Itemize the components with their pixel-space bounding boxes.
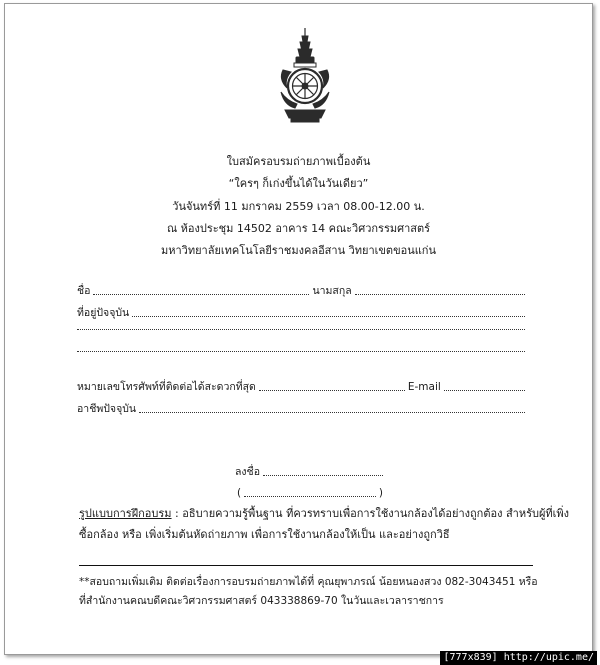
name-row — [77, 285, 525, 298]
event-datetime: วันจันทร์ที่ 11 มกราคม 2559 เวลา 08.00-12.00 น. — [172, 200, 425, 213]
form-subtitle: “ใครๆ ก็เก่งขึ้นได้ในวันเดียว” — [228, 177, 369, 190]
occupation-field[interactable] — [139, 412, 525, 413]
signature-name-field[interactable] — [244, 496, 376, 497]
signature-field[interactable] — [263, 475, 383, 476]
university-seal-logo — [277, 26, 333, 126]
occupation-row — [77, 403, 525, 416]
signature-close-paren: ) — [378, 487, 383, 499]
address-field-line-3[interactable] — [77, 351, 525, 352]
surname-label: นามสกุล — [312, 285, 352, 297]
address-row — [77, 307, 525, 320]
footer-divider — [79, 565, 533, 566]
address-row-3 — [77, 351, 525, 355]
phone-field[interactable] — [259, 390, 405, 391]
address-row-2 — [77, 329, 525, 333]
signature-label: ลงชื่อ — [235, 466, 260, 478]
training-label: รูปแบบการฝึกอบรม — [79, 507, 172, 520]
training-text-1: : อธิบายความรู้พื้นฐาน ที่ควรทราบเพื่อการใช้งานกล้องได้อย่างถูกต้อง สำหรับผู้ที่เพิ่ง — [171, 507, 570, 520]
occupation-label: อาชีพปัจจุบัน — [77, 403, 137, 415]
institution-name: มหาวิทยาลัยเทคโนโลยีราชมงคลอีสาน วิทยาเขตขอนแก่น — [161, 244, 436, 257]
surname-field[interactable] — [355, 294, 525, 295]
name-label: ชื่อ — [77, 285, 91, 297]
signature-name-row — [237, 487, 383, 500]
form-title: ใบสมัครอบรมถ่ายภาพเบื้องต้น — [226, 155, 371, 168]
address-label: ที่อยู่ปัจจุบัน — [77, 307, 130, 319]
contact-note-line-1: **สอบถามเพิ่มเติม ติดต่อเรื่องการอบรมถ่ายภาพได้ที่ คุณยุพาภรณ์ น้อยหนองสวง 082-3043451 หรือ — [79, 576, 538, 588]
name-field[interactable] — [93, 294, 309, 295]
training-description-line-1 — [79, 503, 569, 524]
training-description-line-2: ซื้อกล้อง หรือ เพิ่งเริ่มต้นหัดถ่ายภาพ เพื่อการใช้งานกล้องให้เป็น และอย่างถูกวิธี — [79, 528, 450, 541]
email-field[interactable] — [444, 390, 525, 391]
document-page — [4, 3, 593, 655]
address-field-line-1[interactable] — [132, 316, 525, 317]
phone-label: หมายเลขโทรศัพท์ที่ติดต่อได้สะดวกที่สุด — [77, 381, 256, 393]
address-field-line-2[interactable] — [77, 329, 525, 330]
email-label: E-mail — [407, 381, 441, 393]
image-host-watermark: [777x839] http://upic.me/ — [440, 651, 597, 665]
phone-email-row — [77, 381, 525, 394]
signature-open-paren: ( — [237, 487, 242, 499]
event-venue: ณ ห้องประชุม 14502 อาคาร 14 คณะวิศวกรรมศาสตร์ — [166, 222, 431, 235]
contact-note-line-2: ที่สำนักงานคณบดีคณะวิศวกรรมศาสตร์ 043338869-70 ในวันและเวลาราชการ — [79, 595, 444, 607]
signature-row — [235, 466, 383, 479]
